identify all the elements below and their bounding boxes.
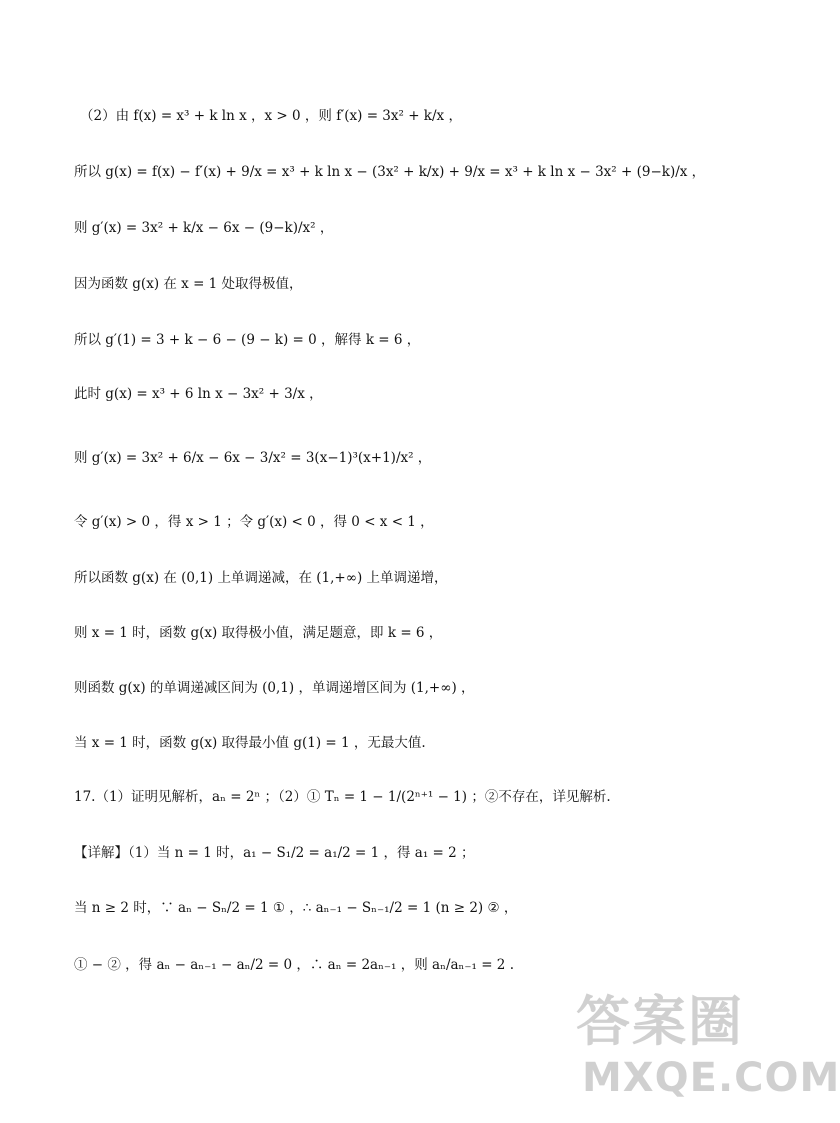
watermark-logo bbox=[576, 979, 840, 1109]
solution-line-9: 所以函数 g(x) 在 (0,1) 上单调递减，在 (1,+∞) 上单调递增， bbox=[74, 570, 448, 586]
watermark-top-text: 答案圈 bbox=[576, 990, 744, 1053]
solution-line-1: （2）由 f(x) = x³ + k ln x ，x > 0 ，则 f′(x) = 3x² + k/x ， bbox=[80, 108, 462, 124]
solution-line-4: 因为函数 g(x) 在 x = 1 处取得极值， bbox=[74, 276, 303, 292]
solution-line-10: 则 x = 1 时，函数 g(x) 取得极小值，满足题意，即 k = 6 ， bbox=[74, 625, 443, 641]
solution-line-2: 所以 g(x) = f(x) − f′(x) + 9/x = x³ + k ln x − (3x² + k/x) + 9/x = x³ + k ln x − 3x² + (9−k)/x ， bbox=[74, 164, 706, 180]
detail-line-2: 当 n ≥ 2 时，∵ aₙ − Sₙ/2 = 1 ① ，∴ aₙ₋₁ − Sₙ₋₁/2 = 1 (n ≥ 2) ② ， bbox=[74, 900, 518, 916]
solution-line-6: 此时 g(x) = x³ + 6 ln x − 3x² + 3/x ， bbox=[74, 386, 323, 402]
watermark-bottom-text: MXQE.COM bbox=[582, 1055, 840, 1101]
detail-line-1: 【详解】（1）当 n = 1 时，a₁ − S₁/2 = a₁/2 = 1 ，得 a₁ = 2 ； bbox=[74, 845, 475, 861]
solution-line-12: 当 x = 1 时，函数 g(x) 取得最小值 g(1) = 1 ，无最大值. bbox=[74, 735, 426, 751]
detail-line-3: ① − ② ，得 aₙ − aₙ₋₁ − aₙ/2 = 0 ，∴ aₙ = 2aₙ₋₁ ，则 aₙ/aₙ₋₁ = 2 . bbox=[74, 957, 514, 973]
solution-line-8: 令 g′(x) > 0 ，得 x > 1 ；令 g′(x) < 0 ，得 0 < x < 1 ， bbox=[74, 514, 434, 530]
solution-line-11: 则函数 g(x) 的单调递减区间为 (0,1) ，单调递增区间为 (1,+∞) ， bbox=[74, 680, 475, 696]
answer-17-summary: 17.（1）证明见解析，aₙ = 2ⁿ ；（2）① Tₙ = 1 − 1/(2ⁿ⁺¹ − 1) ；②不存在，详见解析. bbox=[74, 789, 611, 805]
solution-line-3: 则 g′(x) = 3x² + k/x − 6x − (9−k)/x² ， bbox=[74, 220, 334, 236]
solution-line-7: 则 g′(x) = 3x² + 6/x − 6x − 3/x² = 3(x−1)³(x+1)/x² ， bbox=[74, 450, 432, 466]
solution-line-5: 所以 g′(1) = 3 + k − 6 − (9 − k) = 0 ，解得 k = 6 ， bbox=[74, 332, 421, 348]
